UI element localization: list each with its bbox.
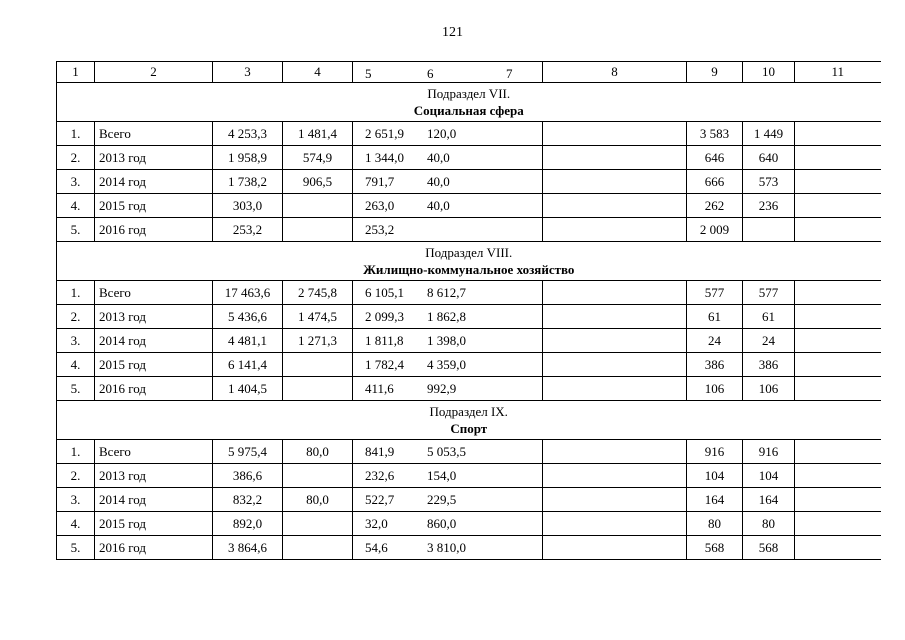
section-header-row xyxy=(57,83,881,122)
value-cell-col11 xyxy=(795,377,881,401)
row-number-cell: 5. xyxy=(57,218,95,242)
value-cell-group-5-7 xyxy=(353,122,543,146)
value-cell-group-5-7 xyxy=(353,440,543,464)
value-cell-col8 xyxy=(543,512,687,536)
header-cell-group xyxy=(353,62,543,83)
section-header xyxy=(57,242,881,281)
value-cell-col6: 229,5 xyxy=(427,492,457,507)
value-cell-col11 xyxy=(795,170,881,194)
section-header-row xyxy=(57,242,881,281)
row-number-cell: 1. xyxy=(57,440,95,464)
value-cell-col11 xyxy=(795,536,881,560)
header-cell: 10 xyxy=(743,62,795,83)
value-cell-col3: 1 738,2 xyxy=(213,170,283,194)
row-label-cell: 2014 год xyxy=(95,170,213,194)
value-cell-col9: 2 009 xyxy=(687,218,743,242)
header-cell: 11 xyxy=(795,62,881,83)
value-cell-col9: 61 xyxy=(687,305,743,329)
value-cell-group-5-7 xyxy=(353,377,543,401)
value-cell-col5: 253,2 xyxy=(365,222,395,237)
value-cell-col11 xyxy=(795,194,881,218)
value-cell-col8 xyxy=(543,440,687,464)
value-cell-col4 xyxy=(283,353,353,377)
value-cell-group-5-7 xyxy=(353,305,543,329)
value-cell-col5: 54,6 xyxy=(365,540,388,555)
value-cell-group-5-7 xyxy=(353,146,543,170)
value-cell-col4: 1 481,4 xyxy=(283,122,353,146)
value-cell-col4 xyxy=(283,536,353,560)
table-row xyxy=(57,218,881,242)
value-cell-col10: 61 xyxy=(743,305,795,329)
header-cell: 2 xyxy=(95,62,213,83)
table-row xyxy=(57,512,881,536)
value-cell-col3: 892,0 xyxy=(213,512,283,536)
value-cell-group-5-7 xyxy=(353,194,543,218)
value-cell-col9: 646 xyxy=(687,146,743,170)
row-label-cell: 2013 год xyxy=(95,146,213,170)
value-cell-col10: 577 xyxy=(743,281,795,305)
row-label-cell: 2015 год xyxy=(95,194,213,218)
data-table xyxy=(56,61,881,560)
value-cell-col6: 40,0 xyxy=(427,150,450,165)
value-cell-col3: 386,6 xyxy=(213,464,283,488)
value-cell-group-5-7 xyxy=(353,329,543,353)
table-row xyxy=(57,536,881,560)
table-row xyxy=(57,122,881,146)
value-cell-col5: 411,6 xyxy=(365,381,394,396)
value-cell-col11 xyxy=(795,281,881,305)
value-cell-col8 xyxy=(543,146,687,170)
value-cell-col5: 6 105,1 xyxy=(365,285,404,300)
row-label-cell: 2016 год xyxy=(95,536,213,560)
value-cell-col9: 80 xyxy=(687,512,743,536)
value-cell-col9: 577 xyxy=(687,281,743,305)
section-title: Спорт xyxy=(450,421,488,436)
value-cell-group-5-7 xyxy=(353,353,543,377)
section-subtitle: Подраздел IX. xyxy=(429,404,508,419)
value-cell-col8 xyxy=(543,122,687,146)
row-label-cell: Всего xyxy=(95,281,213,305)
section-subtitle: Подраздел VIII. xyxy=(425,245,513,260)
value-cell-col11 xyxy=(795,464,881,488)
value-cell-col8 xyxy=(543,170,687,194)
value-cell-group-5-7 xyxy=(353,218,543,242)
value-cell-col8 xyxy=(543,377,687,401)
value-cell-col5: 232,6 xyxy=(365,468,395,483)
table-row xyxy=(57,464,881,488)
value-cell-col6: 3 810,0 xyxy=(427,540,466,555)
header-cell: 1 xyxy=(57,62,95,83)
row-label-cell: 2016 год xyxy=(95,218,213,242)
value-cell-col3: 4 253,3 xyxy=(213,122,283,146)
value-cell-col8 xyxy=(543,194,687,218)
row-number-cell: 1. xyxy=(57,281,95,305)
value-cell-group-5-7 xyxy=(353,512,543,536)
row-label-cell: Всего xyxy=(95,122,213,146)
page-number: 121 xyxy=(442,25,463,40)
value-cell-group-5-7 xyxy=(353,536,543,560)
value-cell-col6: 860,0 xyxy=(427,516,457,531)
header-cell: 9 xyxy=(687,62,743,83)
value-cell-group-5-7 xyxy=(353,464,543,488)
value-cell-col3: 3 864,6 xyxy=(213,536,283,560)
header-cell: 8 xyxy=(543,62,687,83)
value-cell-col5: 32,0 xyxy=(365,516,388,531)
value-cell-col10: 24 xyxy=(743,329,795,353)
value-cell-col5: 1 344,0 xyxy=(365,150,404,165)
value-cell-col6: 4 359,0 xyxy=(427,357,466,372)
row-label-cell: Всего xyxy=(95,440,213,464)
value-cell-col3: 1 404,5 xyxy=(213,377,283,401)
value-cell-col10: 106 xyxy=(743,377,795,401)
value-cell-col10: 236 xyxy=(743,194,795,218)
value-cell-col11 xyxy=(795,440,881,464)
value-cell-col5: 1 782,4 xyxy=(365,357,404,372)
value-cell-col9: 666 xyxy=(687,170,743,194)
value-cell-col10: 640 xyxy=(743,146,795,170)
value-cell-col5: 2 651,9 xyxy=(365,126,404,141)
section-title: Жилищно-коммунальное хозяйство xyxy=(363,262,575,277)
value-cell-col3: 832,2 xyxy=(213,488,283,512)
value-cell-col6: 1 398,0 xyxy=(427,333,466,348)
value-cell-col10: 164 xyxy=(743,488,795,512)
value-cell-col4 xyxy=(283,512,353,536)
value-cell-col8 xyxy=(543,305,687,329)
value-cell-group-5-7 xyxy=(353,488,543,512)
row-number-cell: 4. xyxy=(57,353,95,377)
header-cell: 6 xyxy=(427,66,434,81)
row-label-cell: 2013 год xyxy=(95,305,213,329)
value-cell-col5: 841,9 xyxy=(365,444,395,459)
value-cell-col4: 574,9 xyxy=(283,146,353,170)
value-cell-col8 xyxy=(543,281,687,305)
value-cell-col6: 120,0 xyxy=(427,126,457,141)
value-cell-col9: 3 583 xyxy=(687,122,743,146)
row-number-cell: 5. xyxy=(57,377,95,401)
table-row xyxy=(57,377,881,401)
value-cell-col4: 1 271,3 xyxy=(283,329,353,353)
row-number-cell: 2. xyxy=(57,146,95,170)
value-cell-col6: 40,0 xyxy=(427,198,450,213)
value-cell-col8 xyxy=(543,329,687,353)
row-number-cell: 5. xyxy=(57,536,95,560)
value-cell-col4: 1 474,5 xyxy=(283,305,353,329)
value-cell-col9: 568 xyxy=(687,536,743,560)
table-row xyxy=(57,329,881,353)
value-cell-col4: 80,0 xyxy=(283,440,353,464)
value-cell-col9: 262 xyxy=(687,194,743,218)
value-cell-col5: 791,7 xyxy=(365,174,395,189)
table-body xyxy=(57,62,881,560)
value-cell-col11 xyxy=(795,353,881,377)
value-cell-col6: 8 612,7 xyxy=(427,285,466,300)
row-label-cell: 2013 год xyxy=(95,464,213,488)
value-cell-col9: 386 xyxy=(687,353,743,377)
row-number-cell: 2. xyxy=(57,305,95,329)
section-header xyxy=(57,401,881,440)
value-cell-col4: 2 745,8 xyxy=(283,281,353,305)
value-cell-col8 xyxy=(543,218,687,242)
section-subtitle: Подраздел VII. xyxy=(427,86,511,101)
value-cell-col9: 24 xyxy=(687,329,743,353)
value-cell-col10: 573 xyxy=(743,170,795,194)
table-row xyxy=(57,305,881,329)
value-cell-col11 xyxy=(795,218,881,242)
value-cell-col3: 4 481,1 xyxy=(213,329,283,353)
value-cell-col11 xyxy=(795,146,881,170)
table-row xyxy=(57,353,881,377)
value-cell-col9: 916 xyxy=(687,440,743,464)
section-title: Социальная сфера xyxy=(413,103,524,118)
value-cell-col3: 253,2 xyxy=(213,218,283,242)
value-cell-col6: 992,9 xyxy=(427,381,457,396)
value-cell-col6: 40,0 xyxy=(427,174,450,189)
value-cell-col11 xyxy=(795,305,881,329)
value-cell-col11 xyxy=(795,512,881,536)
section-header xyxy=(57,83,881,122)
value-cell-col11 xyxy=(795,122,881,146)
value-cell-col10: 80 xyxy=(743,512,795,536)
value-cell-col6: 5 053,5 xyxy=(427,444,466,459)
table-row xyxy=(57,281,881,305)
header-cell: 4 xyxy=(283,62,353,83)
table-row xyxy=(57,488,881,512)
value-cell-col8 xyxy=(543,488,687,512)
value-cell-col6: 1 862,8 xyxy=(427,309,466,324)
table-row xyxy=(57,146,881,170)
value-cell-col3: 5 975,4 xyxy=(213,440,283,464)
value-cell-col4 xyxy=(283,377,353,401)
value-cell-col10: 104 xyxy=(743,464,795,488)
table-row xyxy=(57,440,881,464)
row-number-cell: 4. xyxy=(57,194,95,218)
header-row xyxy=(57,62,881,83)
value-cell-col11 xyxy=(795,329,881,353)
value-cell-col5: 522,7 xyxy=(365,492,395,507)
row-number-cell: 4. xyxy=(57,512,95,536)
row-number-cell: 3. xyxy=(57,329,95,353)
row-label-cell: 2015 год xyxy=(95,353,213,377)
value-cell-col9: 106 xyxy=(687,377,743,401)
header-cell: 3 xyxy=(213,62,283,83)
value-cell-col9: 104 xyxy=(687,464,743,488)
value-cell-col10: 568 xyxy=(743,536,795,560)
row-label-cell: 2016 год xyxy=(95,377,213,401)
row-number-cell: 2. xyxy=(57,464,95,488)
row-label-cell: 2014 год xyxy=(95,329,213,353)
row-label-cell: 2015 год xyxy=(95,512,213,536)
value-cell-col10: 1 449 xyxy=(743,122,795,146)
header-cell: 5 xyxy=(365,66,372,81)
value-cell-col10: 386 xyxy=(743,353,795,377)
row-number-cell: 3. xyxy=(57,488,95,512)
value-cell-group-5-7 xyxy=(353,170,543,194)
value-cell-col4 xyxy=(283,218,353,242)
value-cell-col8 xyxy=(543,353,687,377)
value-cell-col5: 263,0 xyxy=(365,198,395,213)
value-cell-col3: 5 436,6 xyxy=(213,305,283,329)
value-cell-col3: 6 141,4 xyxy=(213,353,283,377)
value-cell-col10 xyxy=(743,218,795,242)
row-number-cell: 3. xyxy=(57,170,95,194)
value-cell-col9: 164 xyxy=(687,488,743,512)
table-row xyxy=(57,194,881,218)
value-cell-col3: 1 958,9 xyxy=(213,146,283,170)
row-number-cell: 1. xyxy=(57,122,95,146)
value-cell-col6: 154,0 xyxy=(427,468,457,483)
value-cell-col8 xyxy=(543,536,687,560)
table-row xyxy=(57,170,881,194)
header-cell: 7 xyxy=(506,66,513,81)
value-cell-col10: 916 xyxy=(743,440,795,464)
row-label-cell: 2014 год xyxy=(95,488,213,512)
value-cell-col5: 2 099,3 xyxy=(365,309,404,324)
value-cell-col4 xyxy=(283,464,353,488)
value-cell-col4: 906,5 xyxy=(283,170,353,194)
value-cell-col8 xyxy=(543,464,687,488)
value-cell-col5: 1 811,8 xyxy=(365,333,404,348)
value-cell-col4 xyxy=(283,194,353,218)
value-cell-col11 xyxy=(795,488,881,512)
value-cell-col3: 303,0 xyxy=(213,194,283,218)
section-header-row xyxy=(57,401,881,440)
value-cell-col3: 17 463,6 xyxy=(213,281,283,305)
value-cell-col4: 80,0 xyxy=(283,488,353,512)
value-cell-group-5-7 xyxy=(353,281,543,305)
